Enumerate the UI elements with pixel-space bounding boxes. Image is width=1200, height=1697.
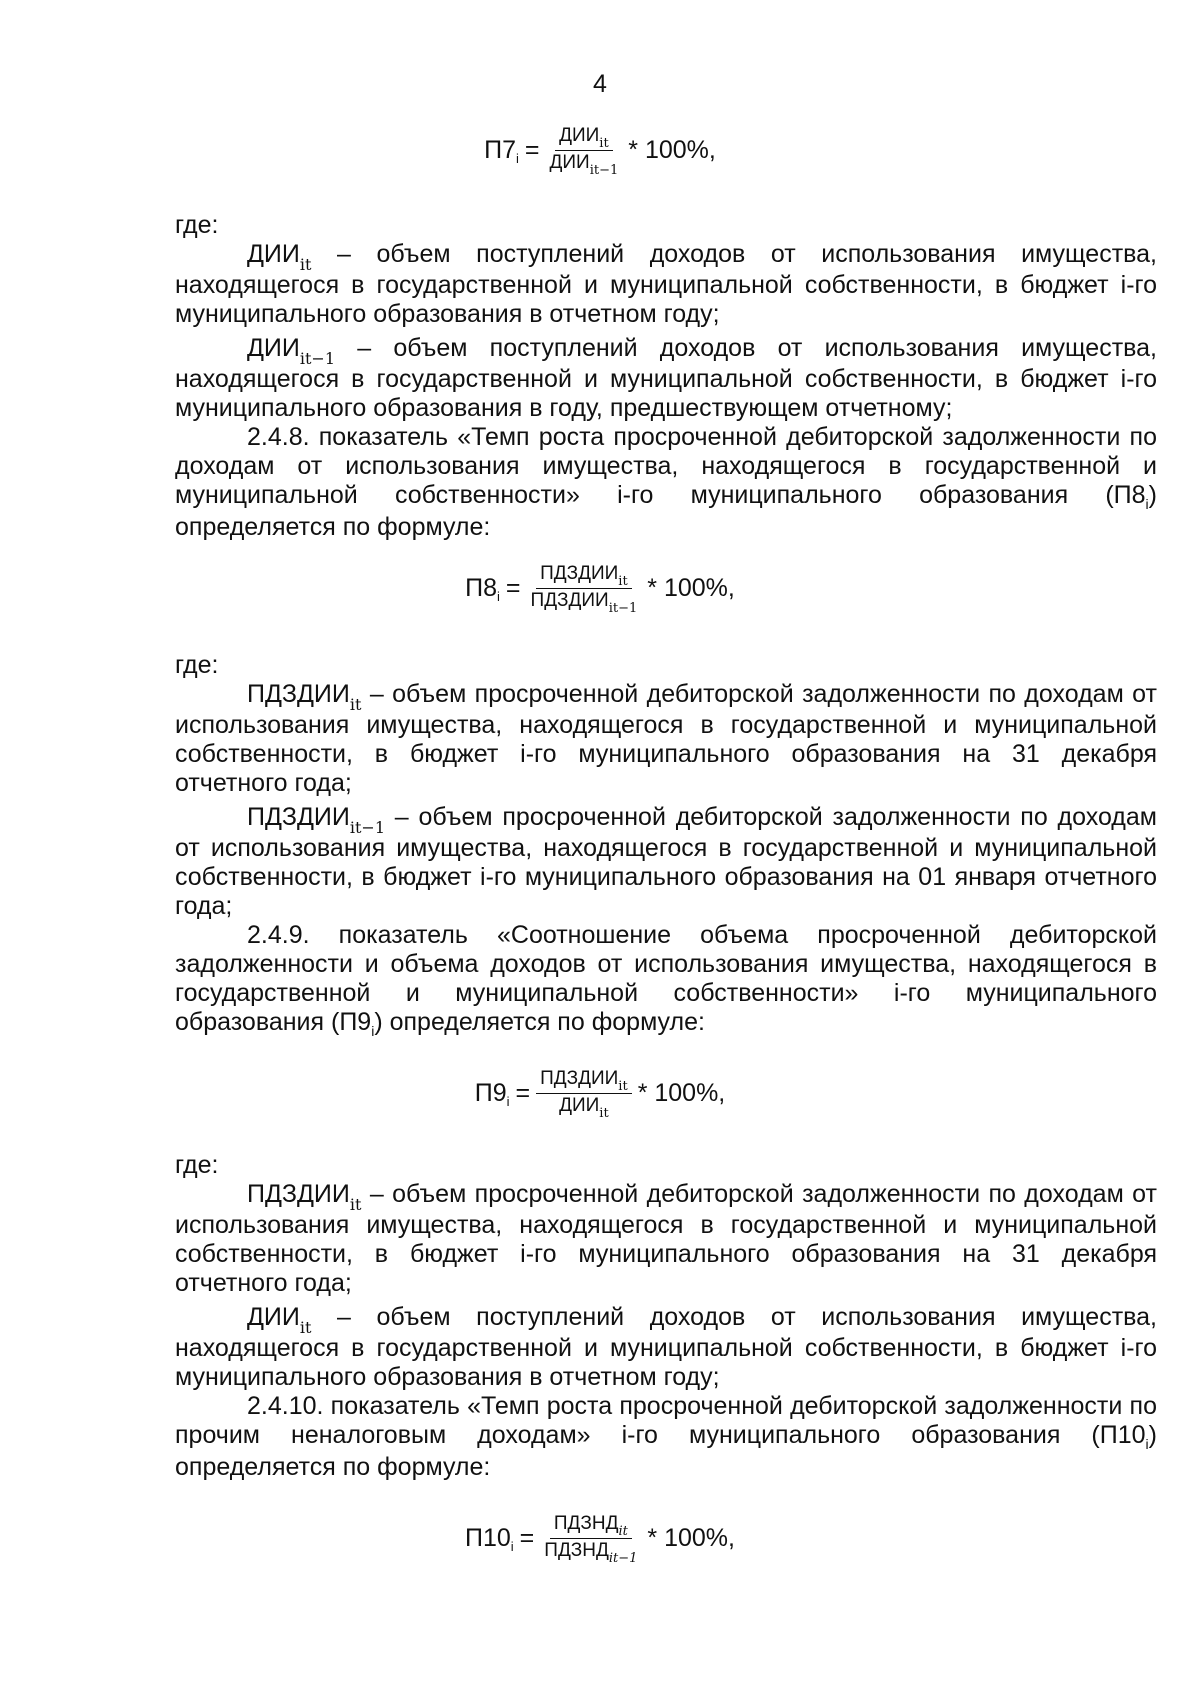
fraction-denominator <box>527 589 642 615</box>
paragraph-2-4-10 <box>175 1392 1157 1482</box>
term-subscript: it−1 <box>349 818 386 837</box>
definition-text: – объем просроченной дебиторской задолженности по доходам от использования имущества, находящегося в государственной и муниципальной собственности, в бюджет i-го муниципального образования на 31 декабря отчетного года; <box>175 1180 1157 1297</box>
text-block-1 <box>175 211 1157 542</box>
term: ДИИ <box>247 240 300 268</box>
denominator-subscript: it−1 <box>608 1551 638 1566</box>
numerator-subscript: it <box>599 136 609 151</box>
where-label: где: <box>175 1151 219 1179</box>
equals-sign: = <box>515 1079 531 1107</box>
formula-lhs <box>465 574 500 603</box>
formula-p9 <box>0 1067 1200 1120</box>
formula-lhs-symbol: П7 <box>484 136 517 164</box>
definition-text: – объем просроченной дебиторской задолженности по доходам от использования имущества, находящегося в государственной и муниципальной собственности, в бюджет i-го муниципального образования на 01 января отчетного года; <box>175 803 1157 920</box>
formula-multiplier: * 100%, <box>628 136 716 164</box>
numerator-subscript: it <box>618 1079 628 1094</box>
formula-lhs-symbol: П10 <box>465 1524 511 1552</box>
term: ПДЗДИИ <box>247 1180 350 1208</box>
where-label: где: <box>175 211 219 239</box>
definition-text: – объем поступлений доходов от использования имущества, находящегося в государственной и муниципальной собственности, в бюджет i-го муниципального образования в году, предшествующем отчетному; <box>175 334 1157 422</box>
definition-dii-it-1 <box>175 334 1157 423</box>
formula-lhs-subscript: i <box>510 1539 514 1554</box>
term-subscript: it−1 <box>299 349 336 368</box>
paragraph-end: ) определяется по формуле: <box>175 1421 1157 1481</box>
paragraph-text: 2.4.8. показатель «Темп роста просроченной дебиторской задолженности по доходам от использования имущества, находящегося в государственной и муниципальной собственности» i-го муниципального образования (П8 <box>175 423 1157 509</box>
paragraph-2-4-9 <box>175 921 1157 1040</box>
formula-lhs-subscript: i <box>516 151 519 166</box>
definition-pzdii-it <box>175 680 1157 798</box>
fraction-denominator <box>546 151 623 177</box>
term: ПДЗДИИ <box>247 680 350 708</box>
formula-lhs <box>484 136 519 165</box>
paragraph-text: 2.4.9. показатель «Соотношение объема просроченной дебиторской задолженности и объема доходов от использования имущества, находящегося в государственной и муниципальной собственности» i-го муниципального образования (П9 <box>175 921 1157 1036</box>
numerator-term: ПДЗДИИ <box>540 563 619 584</box>
paragraph-2-4-8 <box>175 423 1157 542</box>
formula-lhs <box>475 1079 510 1108</box>
paragraph-subscript: i <box>1145 1436 1149 1452</box>
paragraph-subscript: i <box>1145 496 1149 512</box>
formula-lhs <box>465 1524 514 1553</box>
term: ДИИ <box>247 334 300 362</box>
definition-text: – объем поступлений доходов от использования имущества, находящегося в государственной и муниципальной собственности, в бюджет i-го муниципального образования в отчетном году; <box>175 240 1157 328</box>
term-subscript: it <box>299 1318 312 1337</box>
numerator-subscript: it <box>618 1524 628 1539</box>
term-subscript: it <box>299 255 312 274</box>
text-block-2 <box>175 651 1157 1040</box>
paragraph-text: 2.4.10. показатель «Темп роста просроченной дебиторской задолженности по прочим неналоговым доходам» i-го муниципального образования (П10 <box>175 1392 1157 1449</box>
fraction-denominator <box>555 1094 613 1120</box>
formula-multiplier: * 100%, <box>647 574 735 602</box>
denominator-subscript: it <box>599 1106 609 1121</box>
definition-pzdii-it-1 <box>175 803 1157 921</box>
formula-lhs-symbol: П8 <box>465 574 498 602</box>
fraction <box>540 1512 641 1565</box>
definition-dii-it <box>175 240 1157 329</box>
denominator-subscript: it−1 <box>589 163 619 178</box>
fraction-numerator <box>550 1512 632 1539</box>
formula-multiplier: * 100%, <box>647 1524 735 1552</box>
paragraph-subscript: i <box>371 1023 375 1039</box>
formula-lhs-subscript: i <box>497 589 500 604</box>
denominator-subscript: it−1 <box>608 601 638 616</box>
formula-p7 <box>0 124 1200 177</box>
formula-p10 <box>0 1512 1200 1565</box>
equals-sign: = <box>505 574 521 602</box>
formula-lhs-symbol: П9 <box>474 1079 507 1107</box>
definition-text: – объем просроченной дебиторской задолженности по доходам от использования имущества, находящегося в государственной и муниципальной собственности, в бюджет i-го муниципального образования на 31 декабря отчетного года; <box>175 680 1157 797</box>
term-subscript: it <box>349 695 362 714</box>
fraction-numerator <box>536 562 632 589</box>
term: ПДЗДИИ <box>247 803 350 831</box>
definition-dii-it <box>175 1303 1157 1392</box>
formula-p8 <box>0 562 1200 615</box>
equals-sign: = <box>524 136 540 164</box>
denominator-term: ДИИ <box>549 152 590 173</box>
numerator-term: ПДЗНД <box>553 1513 619 1534</box>
denominator-term: ДИИ <box>559 1095 600 1116</box>
paragraph-end: ) определяется по формуле: <box>374 1008 705 1036</box>
fraction <box>527 562 642 615</box>
numerator-term: ПДЗДИИ <box>540 1068 619 1089</box>
definition-text: – объем поступлений доходов от использования имущества, находящегося в государственной и муниципальной собственности, в бюджет i-го муниципального образования в отчетном году; <box>175 1303 1157 1391</box>
denominator-term: ПДЗНД <box>544 1540 609 1561</box>
definition-pzdii-it <box>175 1180 1157 1298</box>
numerator-term: ДИИ <box>559 125 600 146</box>
fraction <box>546 124 623 177</box>
page-number: 4 <box>593 70 607 98</box>
where-label: где: <box>175 651 219 679</box>
formula-lhs-subscript: i <box>506 1094 510 1109</box>
denominator-term: ПДЗДИИ <box>530 590 609 611</box>
term: ДИИ <box>247 1303 300 1331</box>
numerator-subscript: it <box>618 574 628 589</box>
fraction-numerator <box>536 1067 632 1094</box>
fraction-numerator <box>555 124 613 151</box>
fraction <box>536 1067 632 1120</box>
equals-sign: = <box>519 1524 535 1552</box>
term-subscript: it <box>349 1195 362 1214</box>
paragraph-end: ) определяется по формуле: <box>175 481 1157 541</box>
text-block-3 <box>175 1151 1157 1482</box>
fraction-denominator <box>540 1539 641 1565</box>
formula-multiplier: * 100%, <box>637 1079 726 1107</box>
